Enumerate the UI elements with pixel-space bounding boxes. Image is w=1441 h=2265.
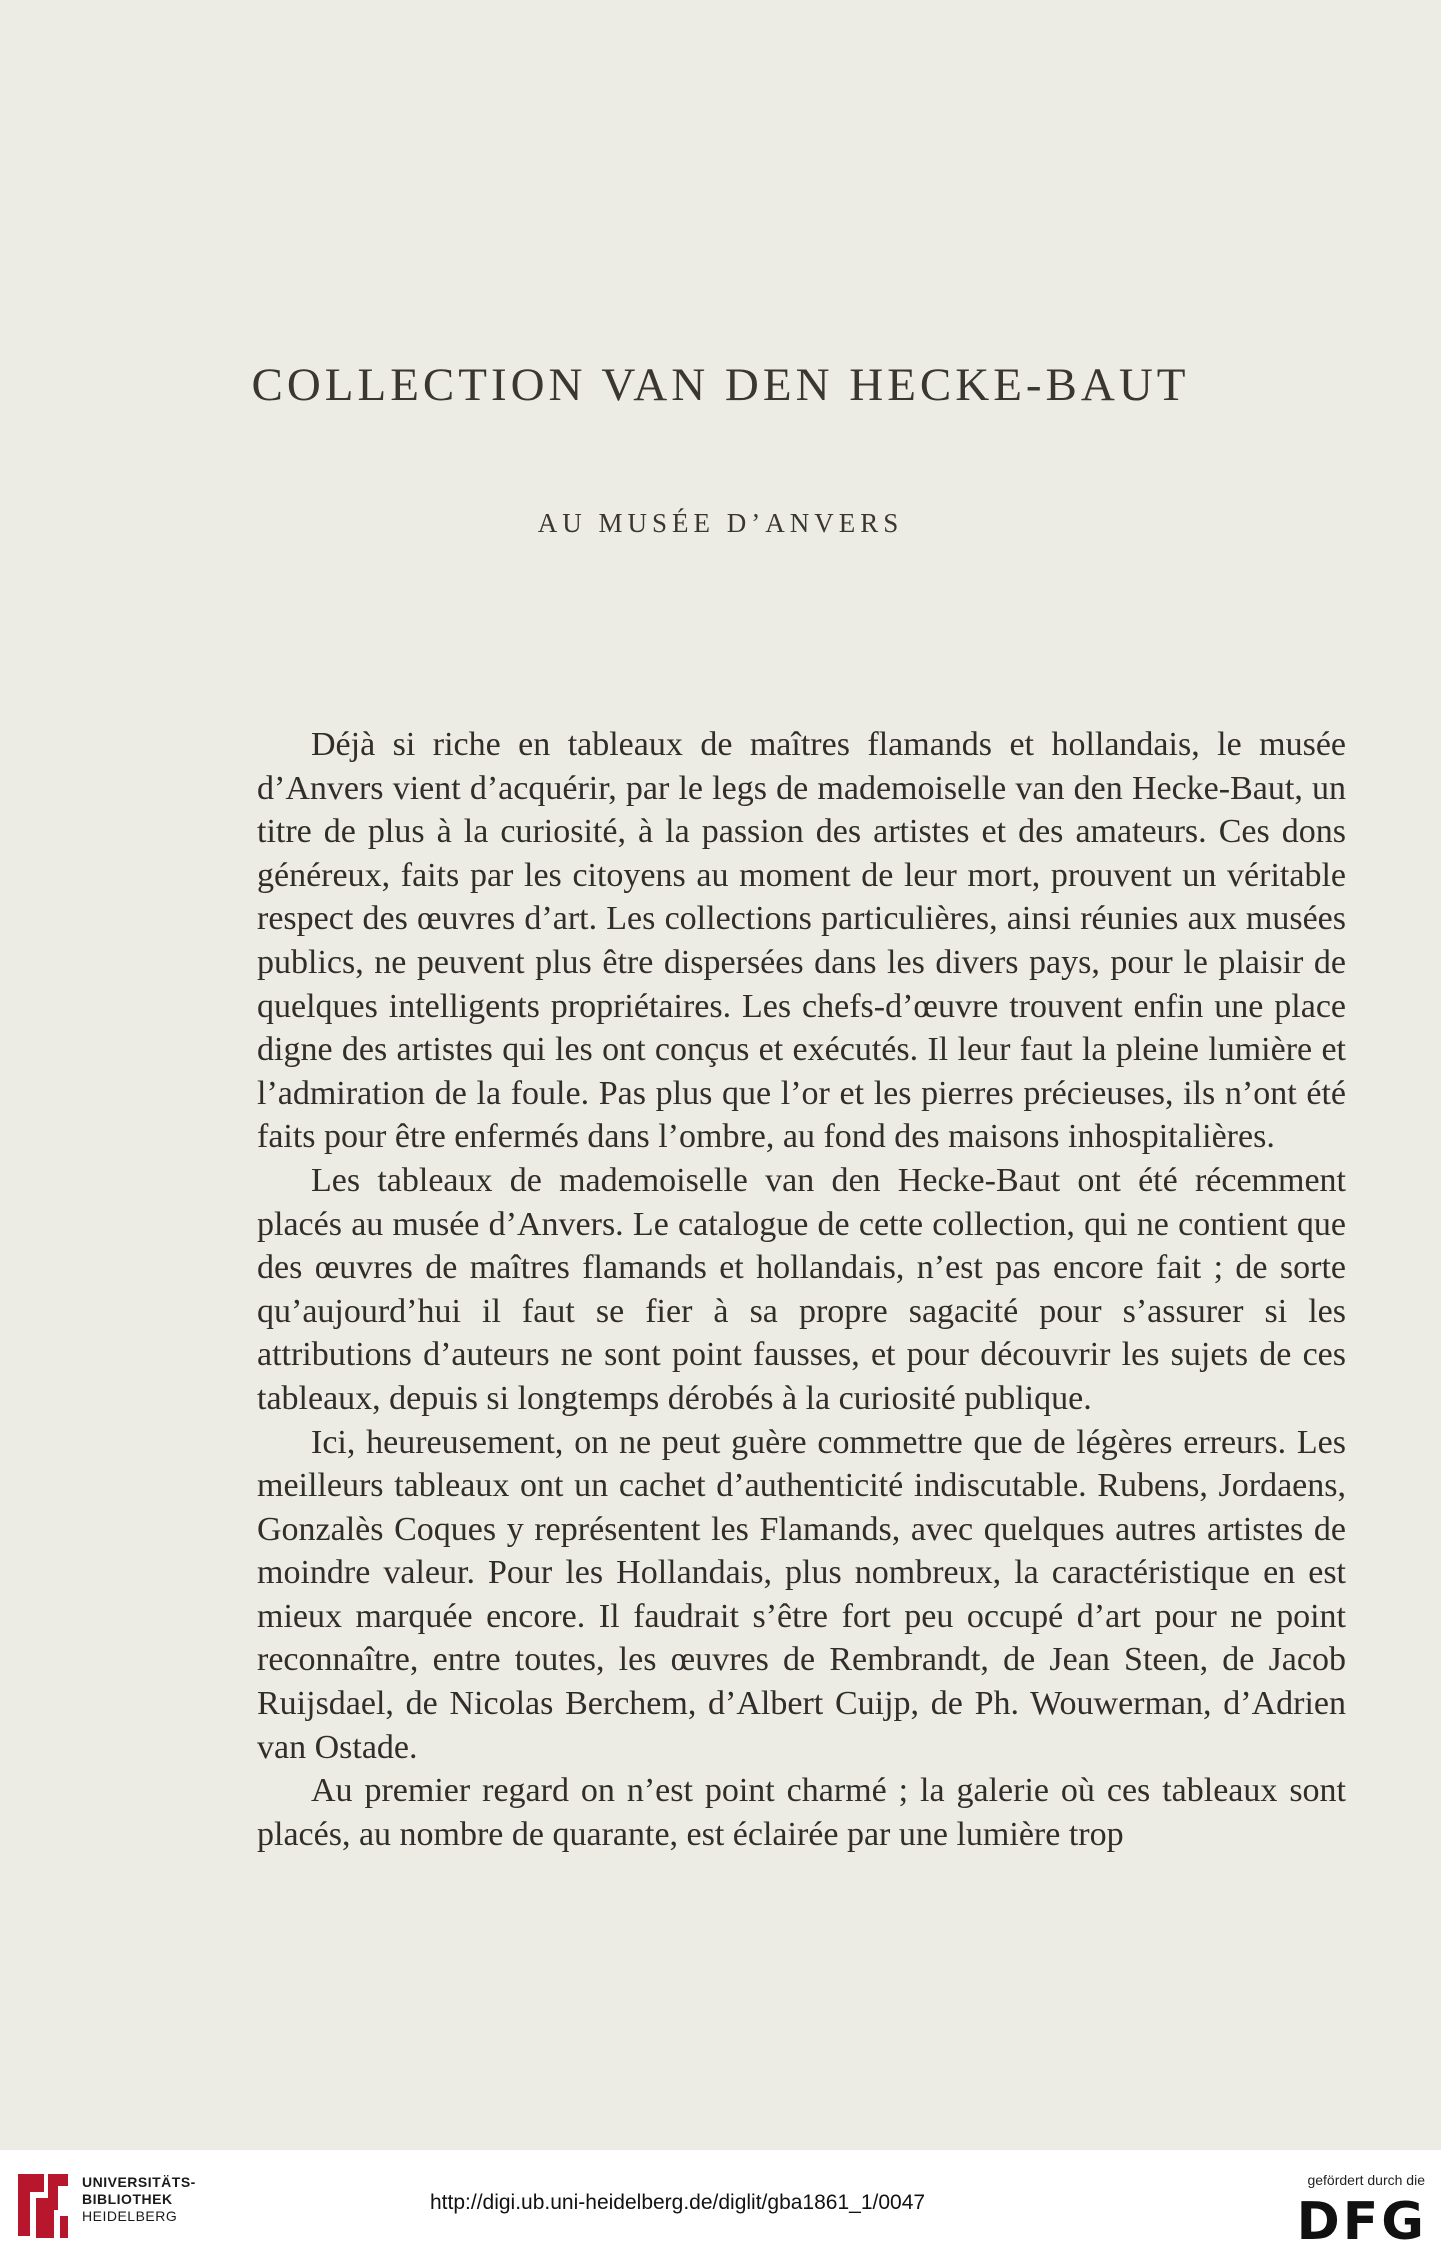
- source-url-link[interactable]: http://digi.ub.uni-heidelberg.de/diglit/gba1861_1/0047: [430, 2191, 926, 2214]
- library-line-1: UNIVERSITÄTS-: [82, 2174, 196, 2190]
- body-text: [257, 723, 1346, 1856]
- paragraph-4: Au premier regard on n’est point charmé ; la galerie où ces tableaux sont placés, au nombre de quarante, est éclairée par une lumière trop: [257, 1772, 1346, 1853]
- page-subtitle: AU MUSÉE D’ANVERS: [537, 508, 904, 538]
- dfg-logo: DFG: [1296, 2192, 1427, 2252]
- paragraph-1: Déjà si riche en tableaux de maîtres flamands et hollandais, le musée d’Anvers vient d’acquérir, par le legs de mademoiselle van den Hecke-Baut, un titre de plus à la curiosité, à la passion des artistes et des amateurs. Ces dons généreux, faits par les citoyens au moment de leur mort, prouvent un véritable respect des œuvres d’art. Les collections particulières, ainsi réunies aux musées publics, ne peuvent plus être dispersées dans les divers pays, pour le plaisir de quelques intelligents propriétaires. Les chefs-d’œuvre trouvent enfin une place digne des artistes qui les ont conçus et exécutés. Il leur faut la pleine lumière et l’admiration de la foule. Pas plus que l’or et les pierres précieuses, ils n’ont été faits pour être enfermés dans l’ombre, au fond des maisons inhospitalières.: [257, 726, 1346, 1156]
- paragraph-3: Ici, heureusement, on ne peut guère commettre que de légères erreurs. Les meilleurs tableaux ont un cachet d’authenticité indiscutable. Rubens, Jordaens, Gonzalès Coques y représentent les Flamands, avec quelques autres artistes de moindre valeur. Pour les Hollandais, plus nombreux, la caractéristique en est mieux marquée encore. Il faudrait s’être fort peu occupé d’art pour ne point reconnaître, entre toutes, les œuvres de Rembrandt, de Jean Steen, de Jacob Ruijsdael, de Nicolas Berchem, d’Albert Cuijp, de Ph. Wouwerman, d’Adrien van Ostade.: [257, 1423, 1346, 1766]
- library-line-2: BIBLIOTHEK: [82, 2191, 173, 2207]
- funded-by-label: gefördert durch die: [1307, 2172, 1425, 2188]
- university-library-logo-icon: [14, 2170, 72, 2242]
- paragraph-2: Les tableaux de mademoiselle van den Hecke-Baut ont été récemment placés au musée d’Anvers. Le catalogue de cette collection, qui ne contient que des œuvres de maîtres flamands et hollandais, n’est pas encore fait ; de sorte qu’aujourd’hui il faut se fier à sa propre sagacité pour s’assurer si les attributions d’auteurs ne sont point fausses, et pour découvrir les sujets de ces tableaux, depuis si longtemps dérobés à la curiosité publique.: [257, 1161, 1346, 1417]
- library-line-3: HEIDELBERG: [82, 2208, 178, 2224]
- footer-bar: [0, 2150, 1441, 2265]
- library-name: [82, 2174, 196, 2225]
- page-title: COLLECTION VAN DEN HECKE-BAUT: [251, 359, 1190, 411]
